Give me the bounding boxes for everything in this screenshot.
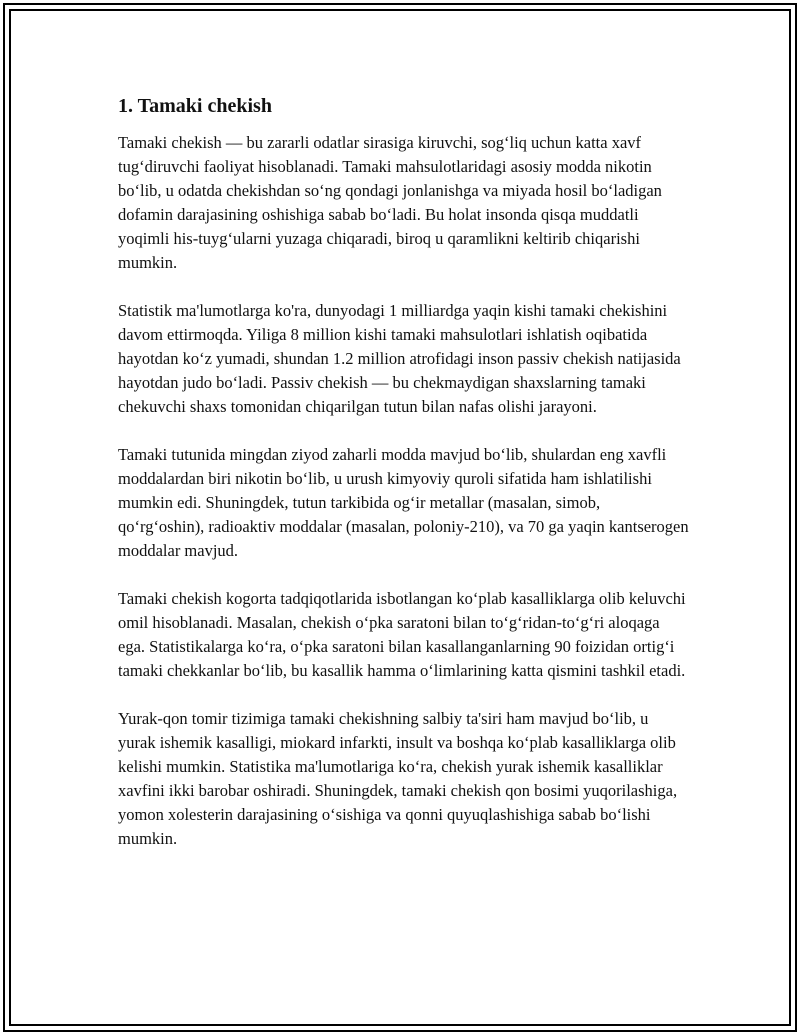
paragraph-4: Tamaki chekish kogorta tadqiqotlarida isbotlangan ko‘plab kasalliklarga olib keluvchi omil hisoblanadi. Masalan, chekish o‘pka saratoni bilan to‘g‘ridan-to‘g‘ri aloqaga ega. Statistikalarga ko‘ra, o‘pka saratoni bilan kasallanganlarning 90 foizidan ortig‘i tamaki chekkanlar bo‘lib, bu kasallik hamma o‘limlarining katta qismini tashkil etadi. <box>118 589 686 680</box>
section-heading: 1. Tamaki chekish <box>118 95 272 117</box>
paragraph-2: Statistik ma'lumotlarga ko'ra, dunyodagi 1 milliardga yaqin kishi tamaki chekishini davom ettirmoqda. Yiliga 8 million kishi tamaki mahsulotlari ishlatish oqibatida hayotdan ko‘z yumadi, shundan 1.2 million atrofidagi inson passiv chekish natijasida hayotdan judo bo‘ladi. Passiv chekish — bu chekmaydigan shaxslarning tamaki chekuvchi shaxs tomonidan chiqarilgan tutun bilan nafas olishi jarayoni. <box>118 301 681 416</box>
paragraph-1: Tamaki chekish — bu zararli odatlar sirasiga kiruvchi, sog‘liq uchun katta xavf tug‘diruvchi faoliyat hisoblanadi. Tamaki mahsulotlaridagi asosiy modda nikotin bo‘lib, u odatda chekishdan so‘ng qondagi jonlanishga va miyada hosil bo‘ladigan dofamin darajasining oshishiga sabab bo‘ladi. Bu holat insonda qisqa muddatli yoqimli his-tuyg‘ularni yuzaga chiqaradi, biroq u qaramlikni keltirib chiqarishi mumkin. <box>118 133 662 272</box>
paragraph-3: Tamaki tutunida mingdan ziyod zaharli modda mavjud bo‘lib, shulardan eng xavfli moddalardan biri nikotin bo‘lib, u urush kimyoviy quroli sifatida ham ishlatilishi mumkin edi. Shuningdek, tutun tarkibida og‘ir metallar (masalan, simob, qo‘rg‘oshin), radioaktiv moddalar (masalan, poloniy-210), va 70 ga yaqin kantserogen moddalar mavjud. <box>118 445 689 560</box>
paragraph-5: Yurak-qon tomir tizimiga tamaki chekishning salbiy ta'siri ham mavjud bo‘lib, u yurak ishemik kasalligi, miokard infarkti, insult va boshqa ko‘plab kasalliklarga olib kelishi mumkin. Statistika ma'lumotlariga ko‘ra, chekish yurak ishemik kasalliklar xavfini ikki barobar oshiradi. Shuningdek, tamaki chekish qon bosimi yuqorilashiga, yomon xolesterin darajasining o‘sishiga va qonni quyuqlashishiga sabab bo‘lishi mumkin. <box>118 709 678 848</box>
document-body <box>118 93 690 875</box>
